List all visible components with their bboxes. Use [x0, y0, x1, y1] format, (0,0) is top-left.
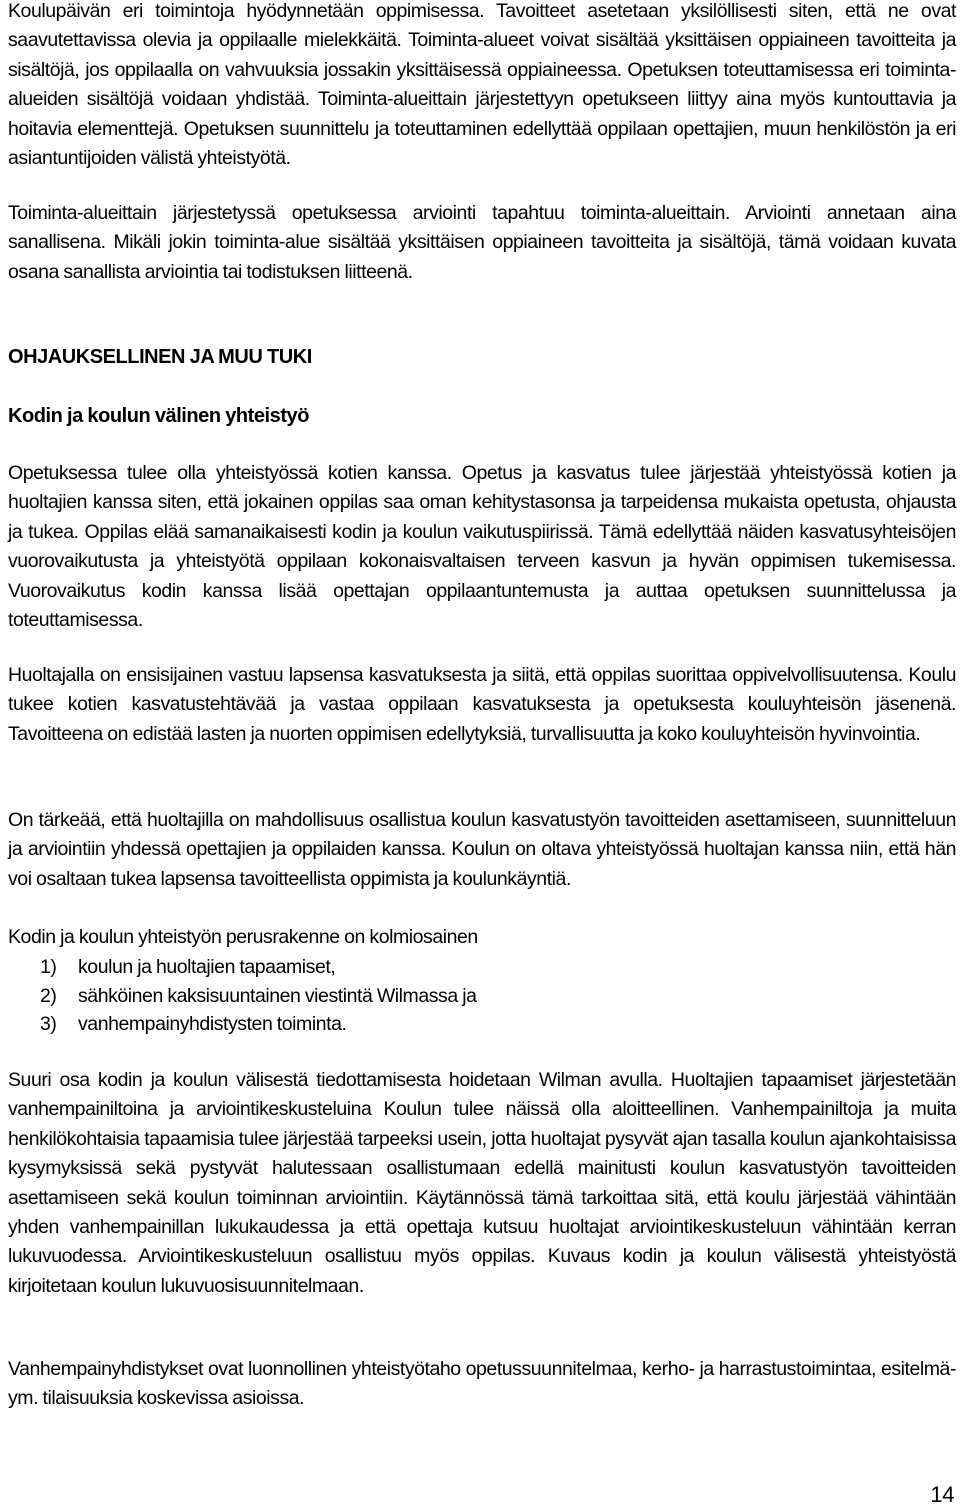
- paragraph-1: Opetuksessa tulee olla yhteistyössä kotien kanssa. Opetus ja kasvatus tulee järjestää yhteistyössä kotien ja huoltajien kanssa siten, että jokainen oppilas saa oman kehitystasonsa ja tarpeidensa mukaista opetusta, ohjausta ja tukea. Oppilas elää samanaikaisesti kodin ja koulun vaikutuspiirissä. Tämä edellyttää näiden kasvatusyhteisöjen vuorovaikutusta ja yhteistyötä oppilaan kokonaisvaltaisen terveen kasvun ja hyvän oppimisen tukemisessa. Vuorovaikutus kodin kanssa lisää opettajan oppilaantuntemusta ja auttaa opetuksen suunnittelussa ja toteuttamisessa.: [8, 462, 956, 632]
- list-item-text: sähköinen kaksisuuntainen viestintä Wilmassa ja: [78, 984, 477, 1007]
- list-item: [40, 1010, 476, 1039]
- paragraph-5-block: [8, 1355, 956, 1414]
- list-item-number: 1): [40, 956, 57, 978]
- paragraph-4: Suuri osa kodin ja koulun välisestä tiedottamisesta hoidetaan Wilman avulla. Huoltajien tapaamiset järjestetään vanhempainiltoina ja arviointikeskusteluina Koulun tulee näissä olla aloitteellinen. Vanhempainiltoja ja muita henkilökohtaisia tapaamisia tulee järjestää tarpeeksi usein, jotta huoltajat pysyvät ajan tasalla koulun ajankohtaisissa kysymyksissä sekä pystyvät halutessaan osallistumaan edellä mainitusti koulun kasvatustyön tavoitteiden asettamiseen sekä koulun toiminnan arviointiin. Käytännössä tämä tarkoittaa sitä, että koulu järjestää vähintään yhden vanhempainillan lukukaudessa ja että opettaja kutsuu huoltajat arviointikeskusteluun vähintään kerran lukuvuodessa. Arviointikeskusteluun osallistuu myös oppilas. Kuvaus kodin ja koulun välisestä yhteistyöstä kirjoitetaan koulun lukuvuosisuunnitelmaan.: [8, 1069, 956, 1297]
- section-heading: OHJAUKSELLINEN JA MUU TUKI: [8, 346, 312, 368]
- list-item: [40, 953, 476, 982]
- list-item-text: koulun ja huoltajien tapaamiset,: [78, 956, 336, 978]
- subsection-heading: Kodin ja koulun välinen yhteistyö: [8, 405, 309, 427]
- list-intro-block: [8, 923, 956, 952]
- paragraph-5: Vanhempainyhdistykset ovat luonnollinen yhteistyötaho opetussuunnitelmaa, kerho- ja harrastustoimintaa, esitelmä- ym. tilaisuuksia koskevissa asioissa.: [8, 1358, 956, 1410]
- list-item-number: 3): [40, 1013, 57, 1036]
- paragraph-2-block: [8, 661, 956, 749]
- paragraph-3-block: [8, 806, 956, 894]
- paragraph-1-block: [8, 459, 956, 635]
- paragraph-3: On tärkeää, että huoltajilla on mahdollisuus osallistua koulun kasvatustyön tavoitteiden asettamiseen, suunnitteluun ja arviointiin yhdessä opettajien ja oppilaiden kanssa. Koulun on oltava yhteistyössä huoltajan kanssa niin, että hän voi osaltaan tukea lapsensa tavoitteellista oppimista ja koulunkäyntiä.: [8, 809, 956, 890]
- intro-paragraph-1: Koulupäivän eri toimintoja hyödynnetään oppimisessa. Tavoitteet asetetaan yksilöllisesti siten, että ne ovat saavutettavissa olevia ja oppilaalle mielekkäitä. Toiminta-alueet voivat sisältää yksittäisen oppiaineen tavoitteita ja sisältöjä, jos oppilaalla on vahvuuksia jossakin yksittäisessä oppiaineessa. Opetuksen toteuttamisessa eri toiminta-alueiden sisältöjä voidaan yhdistää. Toiminta-alueittain järjestettyyn opetukseen liittyy aina myös kuntouttavia ja hoitavia elementtejä. Opetuksen suunnittelu ja toteuttaminen edellyttää oppilaan opettajien, muun henkilöstön ja eri asiantuntijoiden välistä yhteistyötä.: [8, 0, 956, 170]
- intro-block: [8, 0, 956, 173]
- list-item: [40, 982, 476, 1011]
- intro-paragraph-2: Toiminta-alueittain järjestetyssä opetuksessa arviointi tapahtuu toiminta-alueittain. Arviointi annetaan aina sanallisena. Mikäli jokin toiminta-alue sisältää yksittäisen oppiaineen tavoitteita ja sisältöjä, tämä voidaan kuvata osana sanallista arviointia tai todistuksen liitteenä.: [8, 202, 956, 283]
- list-item-number: 2): [40, 984, 57, 1007]
- intro-block-2: [8, 199, 956, 287]
- paragraph-2: Huoltajalla on ensisijainen vastuu lapsensa kasvatuksesta ja siitä, että oppilas suorittaa oppivelvollisuutensa. Koulu tukee kotien kasvatustehtävää ja vastaa oppilaan kasvatuksesta ja opetuksesta kouluyhteisön jäsenenä. Tavoitteena on edistää lasten ja nuorten oppimisen edellytyksiä, turvallisuutta ja koko kouluyhteisön hyvinvointia.: [8, 664, 956, 745]
- list-item-text: vanhempainyhdistysten toiminta.: [78, 1013, 347, 1036]
- structure-list: [40, 953, 476, 1039]
- list-intro: Kodin ja koulun yhteistyön perusrakenne on kolmiosainen: [8, 926, 478, 948]
- paragraph-4-block: [8, 1066, 956, 1301]
- page-number: 14: [930, 1482, 954, 1507]
